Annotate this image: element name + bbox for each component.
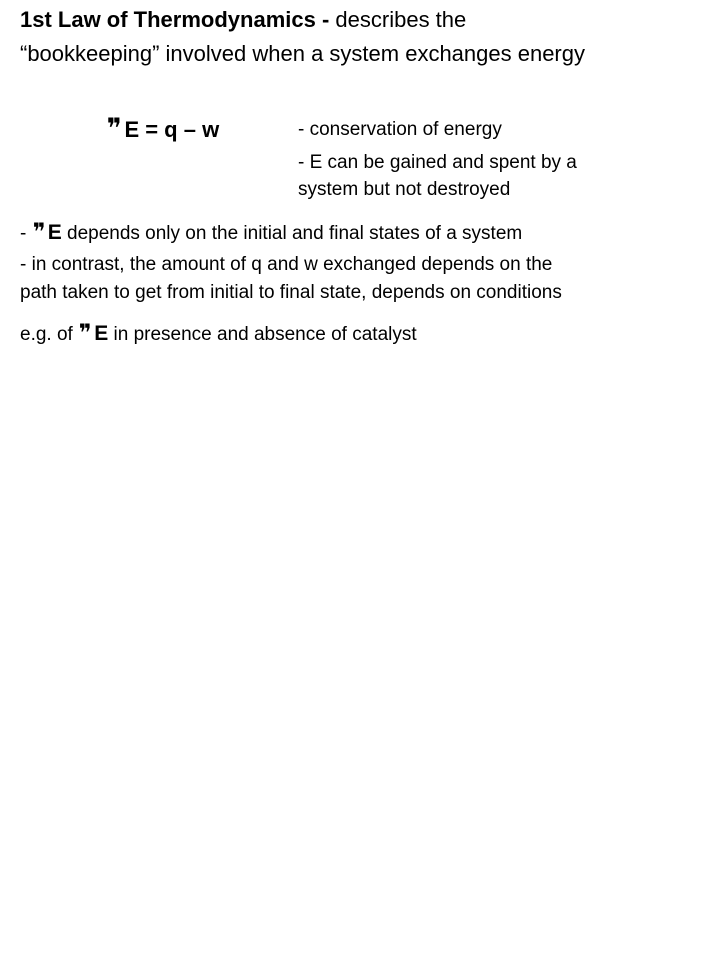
note-conservation: - conservation of energy: [298, 119, 502, 140]
equation-formula: E = q – w: [124, 117, 220, 142]
delta-symbol-icon: ❞: [106, 112, 122, 145]
point-path-line-2: path taken to get from initial to final state, depends on conditions: [20, 282, 562, 303]
point-1-prefix: -: [20, 223, 32, 244]
point-1-symbol: E: [47, 221, 62, 244]
heading-line-1: [20, 6, 466, 34]
equation: [106, 112, 220, 145]
heading-title: 1st Law of Thermodynamics -: [20, 7, 330, 32]
point-3-prefix: e.g. of: [20, 324, 79, 345]
point-3-text: in presence and absence of catalyst: [108, 324, 417, 345]
point-path-line-1: - in contrast, the amount of q and w exchanged depends on the: [20, 254, 553, 275]
point-catalyst-example: [20, 320, 417, 348]
point-1-text: depends only on the initial and final states of a system: [61, 223, 523, 244]
heading-line-2: “bookkeeping” involved when a system exchanges energy: [20, 41, 585, 66]
point-3-symbol: E: [94, 322, 109, 345]
note-gained-spent: - E can be gained and spent by a: [298, 152, 577, 173]
heading-description: describes the: [329, 7, 467, 32]
delta-symbol-icon: ❞: [32, 218, 45, 246]
note-not-destroyed: system but not destroyed: [298, 179, 511, 200]
point-state-function: [20, 219, 522, 247]
delta-symbol-icon: ❞: [78, 319, 92, 347]
